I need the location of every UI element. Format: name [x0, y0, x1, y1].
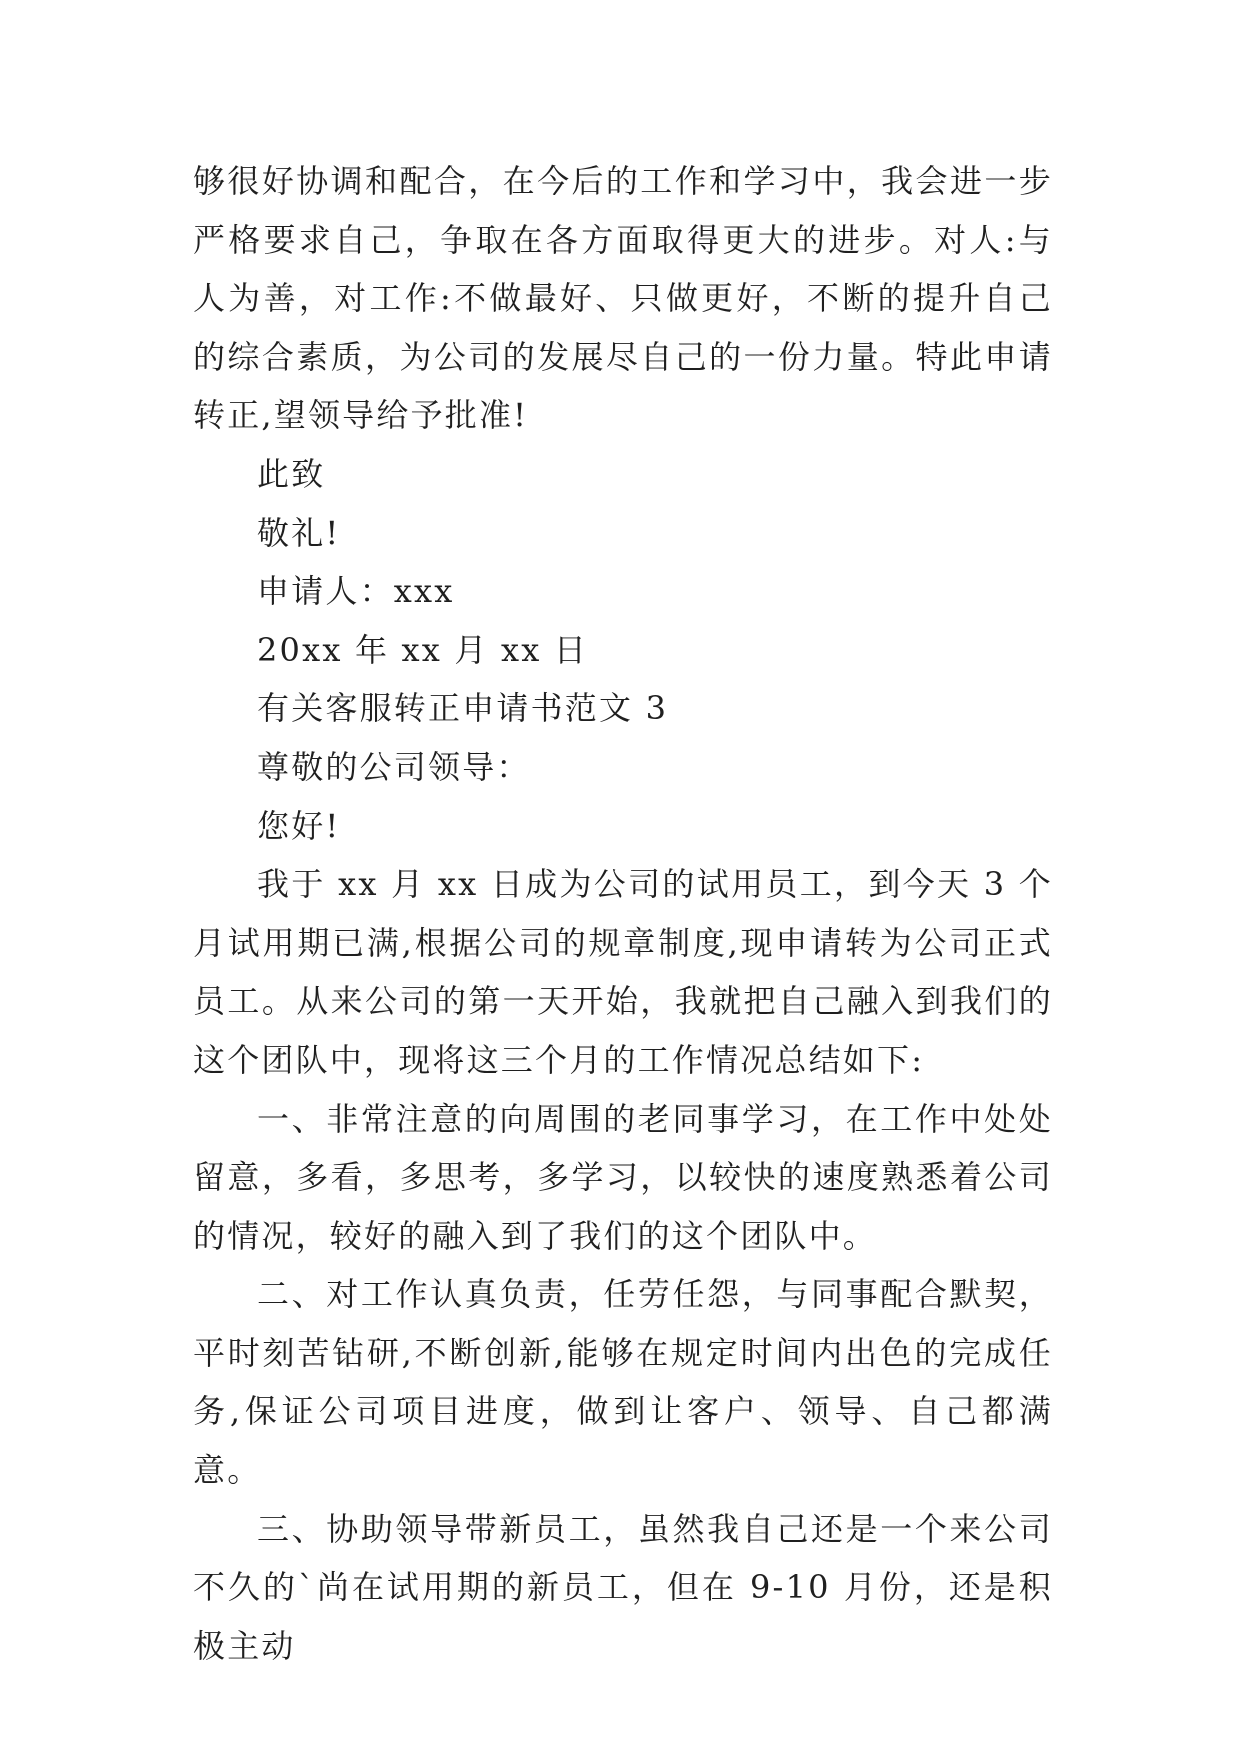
paragraph-point-three: 三、协助领导带新员工，虽然我自己还是一个来公司不久的`尚在试用期的新员工，但在 9-10 月份，还是积极主动	[193, 1509, 1053, 1665]
document-body	[193, 152, 1053, 1675]
section-title: 有关客服转正申请书范文 3	[257, 689, 669, 728]
date-line: 20xx 年 xx 月 xx 日	[257, 630, 589, 669]
letter-greeting: 您好!	[257, 806, 341, 845]
letter-addressee: 尊敬的公司领导：	[257, 747, 531, 786]
salutation-jingli: 敬礼!	[257, 513, 341, 552]
paragraph-intro: 我于 xx 月 xx 日成为公司的试用员工，到今天 3 个月试用期已满,根据公司的规章制度,现申请转为公司正式员工。从来公司的第一天开始，我就把自己融入到我们的这个团队中，现将这三个月的工作情况总结如下:	[193, 865, 1053, 1079]
salutation-cizhi: 此致	[257, 454, 326, 493]
applicant-line: 申请人：xxx	[257, 572, 455, 611]
paragraph-point-two: 二、对工作认真负责，任劳任怨，与同事配合默契，平时刻苦钻研,不断创新,能够在规定时间内出色的完成任务,保证公司项目进度，做到让客户、领导、自己都满意。	[193, 1275, 1053, 1490]
paragraph-closing-statement: 够很好协调和配合，在今后的工作和学习中，我会进一步严格要求自己，争取在各方面取得更大的进步。对人:与人为善，对工作:不做最好、只做更好，不断的提升自己的综合素质，为公司的发展尽自己的一份力量。特此申请转正,望领导给予批准!	[193, 162, 1053, 435]
paragraph-point-one: 一、非常注意的向周围的老同事学习，在工作中处处留意，多看，多思考，多学习，以较快的速度熟悉着公司的情况，较好的融入到了我们的这个团队中。	[193, 1099, 1053, 1255]
